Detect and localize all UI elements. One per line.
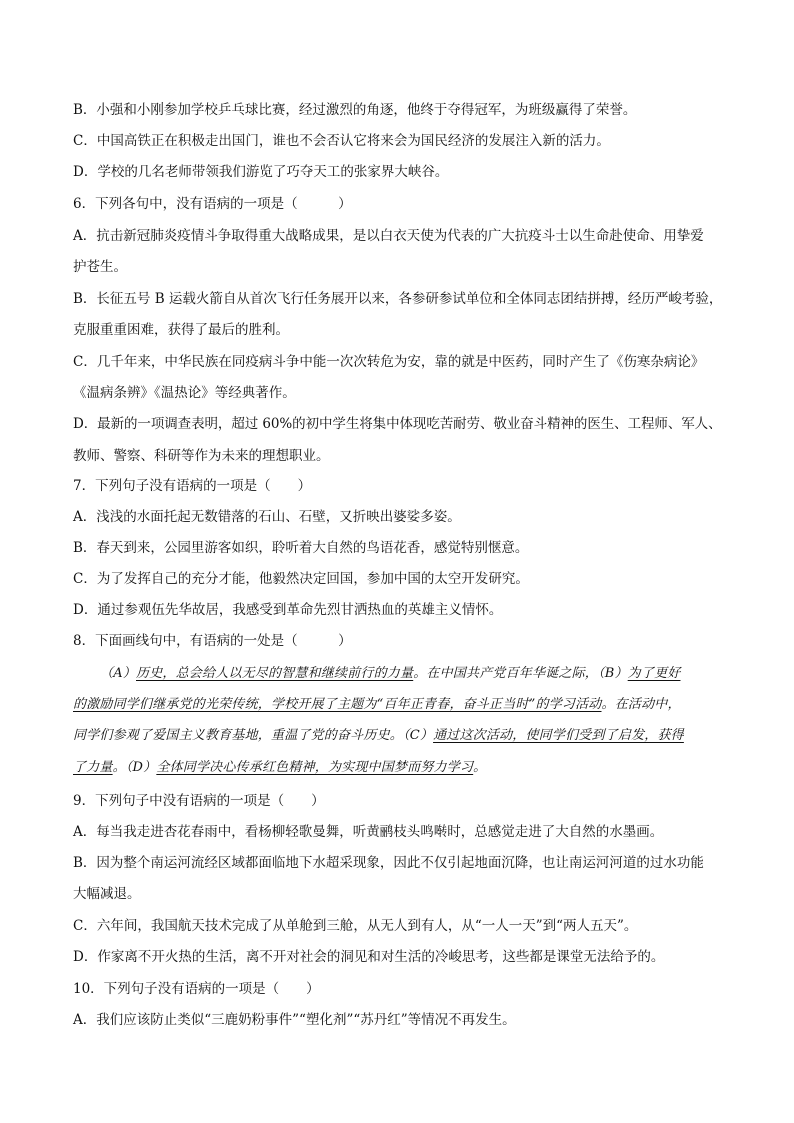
option-line: 大幅减退。: [73, 886, 141, 902]
passage-line: 同学们参观了爱国主义教育基地，重温了党的奋斗历史。（C）通过这次活动，使同学们受到了启发，获得: [73, 728, 684, 743]
underlined-sentence-b: 的激励同学们继承党的光荣传统，学校开展了主题为“百年正青春，奋斗正当时”的学习活动: [73, 697, 602, 712]
option-line: B．春天到来，公园里游客如织，聆听着大自然的鸟语花香，感觉特别惬意。: [73, 540, 529, 556]
option-line: A．抗击新冠肺炎疫情斗争取得重大战略成果，是以白衣天使为代表的广大抗疫斗士以生命赴使命、用挚爱: [73, 228, 704, 244]
option-line: C．六年间，我国航天技术完成了从单舱到三舱，从无人到有人，从“一人一天”到“两人五天”。: [73, 918, 638, 934]
option-line: C．为了发挥自己的充分才能，他毅然决定回国，参加中国的太空开发研究。: [73, 571, 529, 587]
option-line: 克服重重困难，获得了最后的胜利。: [73, 322, 289, 338]
option-line: C．几千年来，中华民族在同疫病斗争中能一次次转危为安，靠的就是中医药，同时产生了《伤寒杂病论》: [73, 354, 705, 370]
option-line: C．中国高铁正在积极走出国门，谁也不会否认它将来会为国民经济的发展注入新的活力。: [73, 133, 610, 149]
underlined-sentence-a: 历史，总会给人以无尽的智慧和继续前行的力量: [136, 666, 414, 681]
option-line: B．小强和小刚参加学校乒乓球比赛，经过激烈的角逐，他终于夺得冠军，为班级赢得了荣誉。: [73, 102, 637, 118]
underlined-sentence-b: 为了更好: [627, 666, 681, 681]
option-line: A．浅浅的水面托起无数错落的石山、石壁，又折映出婆娑多姿。: [73, 509, 461, 525]
option-line: B．因为整个南运河流经区域都面临地下水超采现象，因此不仅引起地面沉降，也让南运河河道的过水功能: [73, 855, 704, 871]
question-line: 7．下列句子没有语病的一项是（ ）: [73, 478, 312, 494]
option-line: D．最新的一项调查表明，超过 60%的初中学生将集中体现吃苦耐劳、敬业奋斗精神的医生、工程师、军人、: [73, 416, 722, 432]
option-line: A．我们应该防止类似“三鹿奶粉事件”“塑化剂”“苏丹红”等情况不再发生。: [73, 1012, 516, 1028]
option-line: 护苍生。: [73, 259, 127, 275]
passage-line: 的激励同学们继承党的光荣传统，学校开展了主题为“百年正青春，奋斗正当时”的学习活动。在活动中，: [73, 697, 681, 712]
option-line: B．长征五号 B 运载火箭自从首次飞行任务展开以来，各参研参试单位和全体同志团结拼搏，经历严峻考验，: [73, 291, 723, 307]
question-line: 8．下面画线句中，有语病的一处是（ ）: [73, 633, 352, 649]
question-line: 6．下列各句中，没有语病的一项是（ ）: [73, 196, 352, 212]
passage-line: 了力量。（D）全体同学决心传承红色精神，为实现中国梦而努力学习。: [73, 760, 487, 775]
passage-line: （A）历史，总会给人以无尽的智慧和继续前行的力量。在中国共产党百年华诞之际，（B）为了更好: [100, 666, 681, 681]
option-line: D．通过参观伍先华故居，我感受到革命先烈甘洒热血的英雄主义情怀。: [73, 602, 503, 618]
option-line: 《温病条辨》《温热论》等经典著作。: [73, 385, 296, 401]
option-line: 教师、警察、科研等作为未来的理想职业。: [73, 448, 330, 464]
underlined-sentence-d: 全体同学决心传承红色精神，为实现中国梦而努力学习: [156, 760, 474, 775]
question-line: 10．下列句子没有语病的一项是（ ）: [73, 981, 320, 997]
question-line: 9．下列句子中没有语病的一项是（ ）: [73, 793, 325, 809]
underlined-sentence-c: 通过这次活动，使同学们受到了启发，获得: [433, 728, 684, 743]
underlined-sentence-c: 了力量: [73, 760, 113, 775]
option-line: A．每当我走进杏花春雨中，看杨柳轻歌曼舞，听黄鹂枝头鸣啭时，总感觉走进了大自然的水墨画。: [73, 824, 664, 840]
option-line: D．学校的几名老师带领我们游览了巧夺天工的张家界大峡谷。: [73, 164, 449, 180]
option-line: D．作家离不开火热的生活，离不开对社会的洞见和对生活的冷峻思考，这些都是课堂无法给予的。: [73, 949, 665, 965]
